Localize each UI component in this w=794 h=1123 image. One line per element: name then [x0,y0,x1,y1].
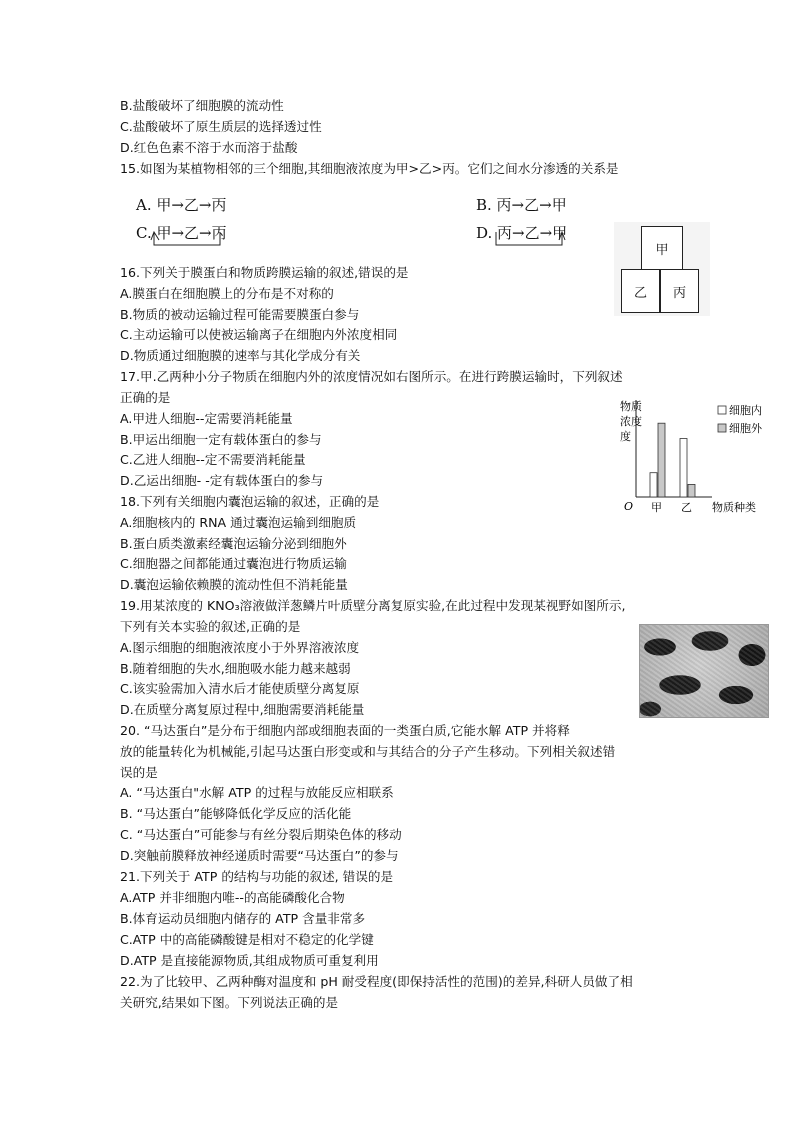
q19-option-a: A.图示细胞的细胞液浓度小于外界溶液浓度 [120,640,360,655]
q19-option-d: D.在质壁分离复原过程中,细胞需要消耗能量 [120,702,365,717]
origin-label: O [624,500,634,513]
q14-option-b: B.盐酸破坏了细胞膜的流动性 [120,98,284,113]
q18-option-d: D.囊泡运输依赖膜的流动性但不消耗能量 [120,577,348,592]
y-axis-label-1: 物质 [620,400,642,413]
q21-option-b: B.体育运动员细胞内储存的 ATP 含量非常多 [120,911,366,926]
q21-option-c: C.ATP 中的高能磷酸键是相对不稳定的化学键 [120,932,374,947]
q20-option-b: B. “马达蛋白”能够降低化学反应的活化能 [120,806,352,821]
q16-stem: 16.下列关于膜蛋白和物质跨膜运输的叙述,错误的是 [120,265,409,280]
q16-option-d: D.物质通过细胞膜的速率与其化学成分有关 [120,348,361,363]
cell-yi: 乙 [621,269,660,313]
q22-stem-cont: 关研究,结果如下图。下列说法正确的是 [120,995,339,1010]
bar-jia-inside [650,473,657,497]
bar-yi-inside [680,439,687,498]
cell-diagram [614,222,710,316]
y-axis-label-3: 度 [620,430,631,443]
y-axis-label-2: 浓度 [620,415,642,428]
x-tick-label: 乙 [681,501,692,514]
q21-option-a: A.ATP 并非细胞内唯--的高能磷酸化合物 [120,890,345,905]
q22-stem: 22.为了比较甲、乙两种酶对温度和 pH 耐受程度(即保持活性的范围)的差异,科研人员做了相 [120,974,633,989]
q14-option-d: D.红色色素不溶于水而溶于盐酸 [120,140,298,155]
q18-option-b: B.蛋白质类激素经囊泡运输分泌到细胞外 [120,536,347,551]
q17-option-c: C.乙进人细胞--定不需要消耗能量 [120,452,306,467]
q16-option-c: C.主动运输可以使被运输离子在细胞内外浓度相同 [120,327,398,342]
q17-option-d: D.乙运出细胞- -定有载体蛋白的参与 [120,473,324,488]
q19-stem-cont: 下列有关本实验的叙述,正确的是 [120,619,301,634]
q17-option-a: A.甲进人细胞--定需要消耗能量 [120,411,293,426]
cell-jia: 甲 [641,226,683,270]
cell-bing: 丙 [660,269,699,313]
q21-stem: 21.下列关于 ATP 的结构与功能的叙述, 错误的是 [120,869,394,884]
q20-stem-cont: 放的能量转化为机械能,引起马达蛋白形变或和与其结合的分子产生移动。下列相关叙述错 [120,744,616,759]
q20-option-a: A. “马达蛋白"水解 ATP 的过程与放能反应相联系 [120,785,394,800]
q15-option-a: A. 甲→乙→丙 [136,196,227,214]
q19-option-b: B.随着细胞的失水,细胞吸水能力越来越弱 [120,661,351,676]
q15-option-d-bracket [492,228,572,250]
bar-yi-outside [688,484,695,497]
q16-option-a: A.膜蛋白在细胞膜上的分布是不对称的 [120,286,334,301]
legend-label-outside: 细胞外 [729,422,762,435]
q20-option-d: D.突触前膜释放神经递质时需要“马达蛋白”的参与 [120,848,399,863]
x-axis-label: 物质种类 [712,501,756,514]
q15-option-b: B. 丙→乙→甲 [476,196,567,214]
x-tick-label: 甲 [651,501,662,514]
q18-option-c: C.细胞器之间都能通过囊泡进行物质运输 [120,556,347,571]
q19-stem: 19.用某浓度的 KNO₃溶液做洋葱鳞片叶质壁分离复原实验,在此过程中发现某视野如图所示, [120,598,626,613]
q17-stem-cont: 正确的是 [120,390,171,405]
legend-swatch-outside [718,424,726,432]
q20-stem-end: 误的是 [120,765,158,780]
q15-option-c-bracket [150,228,230,250]
q16-option-b: B.物质的被动运输过程可能需要膜蛋白参与 [120,307,360,322]
q18-option-a: A.细胞核内的 RNA 通过囊泡运输到细胞质 [120,515,357,530]
q17-option-b: B.甲运出细胞一定有载体蛋白的参与 [120,432,322,447]
q20-stem: 20. “马达蛋白”是分布于细胞内部或细胞表面的一类蛋白质,它能水解 ATP 并将释 [120,723,570,738]
plasmolysis-micrograph [639,624,769,718]
legend-swatch-inside [718,406,726,414]
concentration-bar-chart [612,396,772,516]
q21-option-d: D.ATP 是直接能源物质,其组成物质可重复利用 [120,953,379,968]
bar-jia-outside [658,423,665,497]
q14-option-c: C.盐酸破坏了原生质层的选择透过性 [120,119,322,134]
q15-option-c: C. 甲→乙→丙 [136,224,227,242]
q15-option-d: D. 丙→乙→甲 [476,224,568,242]
q20-option-c: C. “马达蛋白”可能参与有丝分裂后期染色体的移动 [120,827,402,842]
q19-option-c: C.该实验需加入清水后才能使质壁分离复原 [120,681,360,696]
q17-stem: 17.甲.乙两种小分子物质在细胞内外的浓度情况如右图所示。在进行跨膜运输时，下列叙述 [120,369,623,384]
q15-stem: 15.如图为某植物相邻的三个细胞,其细胞液浓度为甲>乙>丙。它们之间水分渗透的关系是 [120,161,619,176]
legend-label-inside: 细胞内 [729,404,762,417]
q18-stem: 18.下列有关细胞内囊泡运输的叙述，正确的是 [120,494,380,509]
